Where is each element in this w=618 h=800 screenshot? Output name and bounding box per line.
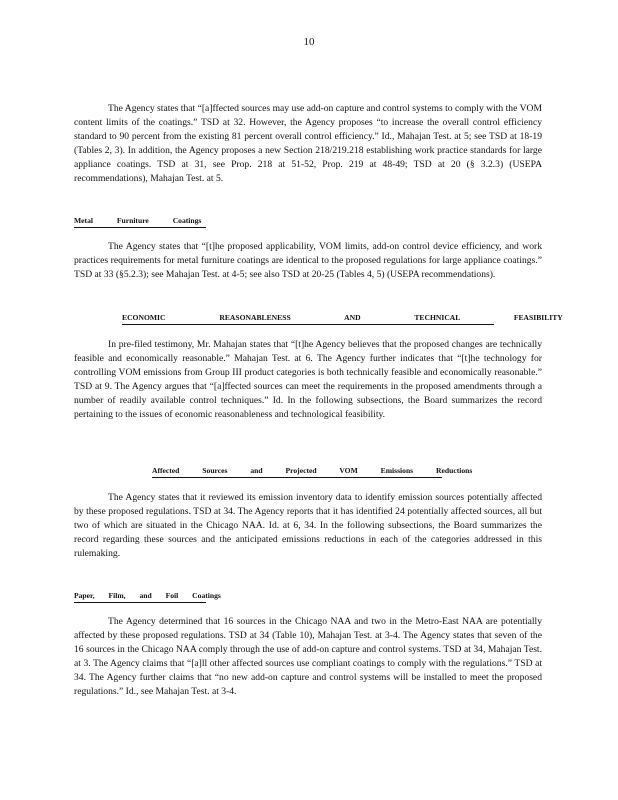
heading-metal-furniture: Metal Furniture Coatings xyxy=(74,216,206,228)
paragraph-add-on-capture: The Agency states that “[a]ffected sources may use add-on capture and control systems to comply with the VOM content limits of the coatings.” TSD at 32. However, the Agency proposes “to increase the overall control efficiency standard to 90 percent from the existing 81 percent overall control efficiency.” Id., Mahajan Test. at 5; see TSD at 18-19 (Tables 2, 3). In addition, the Agency proposes a new Section 218/219.218 establishing work practice standards for large appliance coatings. TSD at 31, see Prop. 218 at 51-52, Prop. 219 at 48-49; TSD at 20 (§ 3.2.3) (USEPA recommendations), Mahajan Test. at 5. xyxy=(74,103,542,184)
paragraph-affected-sources: The Agency states that it reviewed its emission inventory data to identify emission sources potentially affected by these proposed regulations. TSD at 34. The Agency reports that it has identified 24 potentially affected sources, all but two of which are situated in the Chicago NAA. Id. at 6, 34. In the following subsections, the Board summarizes the record regarding these sources and the anticipated emissions reductions in each of the categories addressed in this rulemaking. xyxy=(74,492,542,559)
paragraph-metal-furniture: The Agency states that “[t]he proposed applicability, VOM limits, add-on control device efficiency, and work practices requirements for metal furniture coatings are identical to the proposed regulations for large appliance coatings.” TSD at 33 (§5.2.3); see Mahajan Test. at 4-5; see also TSD at 20-25 (Tables 4, 5) (USEPA recommendations). xyxy=(74,241,542,280)
heading-paper-film-foil: Paper, Film, and Foil Coatings xyxy=(74,591,206,603)
heading-affected-sources: Affected Sources and Projected VOM Emissions Reductions xyxy=(152,466,442,478)
paragraph-paper-film-foil: The Agency determined that 16 sources in the Chicago NAA and two in the Metro-East NAA are potentially affected by these proposed regulations. TSD at 34 (Table 10), Mahajan Test. at 3-4. The Agency states that seven of the 16 sources in the Chicago NAA comply through the use of add-on capture and control systems. TSD at 34, Mahajan Test. at 3. The Agency claims that “[a]ll other affected sources use compliant coatings to comply with the regulations.” TSD at 34. The Agency further claims that “no new add-on capture and control systems will be installed to meet the proposed regulations.” Id., see Mahajan Test. at 3-4. xyxy=(74,616,542,697)
page-number: 10 xyxy=(303,36,315,48)
paragraph-feasibility: In pre-filed testimony, Mr. Mahajan states that “[t]he Agency believes that the proposed changes are technically feasible and economically reasonable.” Mahajan Test. at 6. The Agency further indicates that “[t]he technology for controlling VOM emissions from Group III product categories is both technically feasible and economically reasonable.” TSD at 9. The Agency argues that “[a]ffected sources can meet the requirements in the proposed amendments through a number of readily available control techniques.” Id. In the following subsections, the Board summarizes the record pertaining to the issues of economic reasonableness and technological feasibility. xyxy=(74,339,542,420)
heading-economic-technical: ECONOMIC REASONABLENESS AND TECHNICAL FEASIBILITY xyxy=(122,313,494,325)
